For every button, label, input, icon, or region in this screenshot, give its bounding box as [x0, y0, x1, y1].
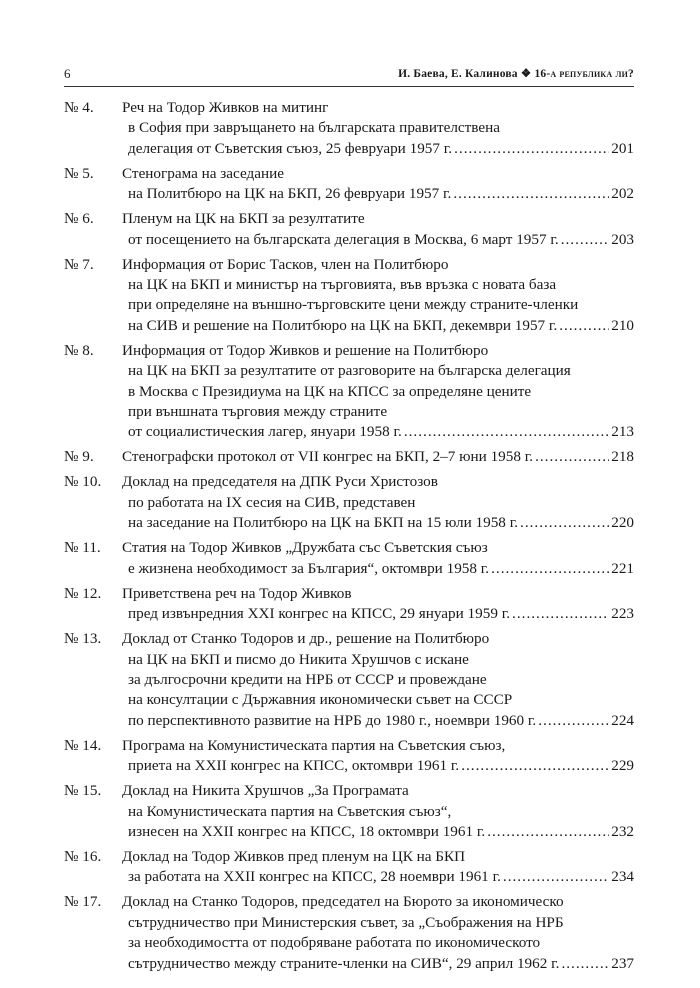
- dot-leader: [561, 230, 610, 250]
- running-head: [398, 66, 634, 80]
- toc-entry-title: [122, 341, 634, 443]
- toc-entry-page[interactable]: 221: [611, 559, 634, 577]
- toc-entry-line: в Москва с Президиума на ЦК на КПСС за определяне цените: [128, 382, 532, 400]
- toc-entry-line-text: на Политбюро на ЦК на БКП, 26 февруари 1957 г.: [128, 185, 452, 203]
- toc-entry-line: Доклад на Никита Хрушчов „За Програмата: [122, 782, 409, 800]
- toc-entry-number: № 10.: [64, 473, 102, 491]
- toc-entry-page[interactable]: 234: [611, 868, 634, 886]
- toc-entry-line: [122, 447, 634, 467]
- toc-entry-title: [122, 847, 634, 888]
- toc-entry-title: [122, 629, 634, 731]
- running-header: [64, 62, 634, 87]
- toc-entry-title: [122, 781, 634, 842]
- toc-entry-line: [122, 604, 634, 624]
- toc-entry-page[interactable]: 237: [611, 954, 634, 972]
- toc-entry-title: [122, 98, 634, 159]
- toc-entry-number: № 4.: [64, 99, 94, 116]
- toc-entry-line: на ЦК на БКП и писмо до Никита Хрушчов с искане: [128, 650, 469, 668]
- toc-entry-line: в София при завръщането на българската правителствена: [128, 119, 500, 137]
- toc-entry-number: № 14.: [64, 736, 102, 754]
- toc-entry-title: [122, 255, 634, 337]
- toc-entry[interactable]: [64, 892, 634, 974]
- toc-entry-page[interactable]: 224: [611, 711, 634, 729]
- toc-entry-line: [122, 422, 634, 442]
- toc-entry-line: на ЦК на БКП за резултатите от разговорите на българска делегация: [128, 362, 571, 380]
- toc-entry[interactable]: [64, 341, 634, 443]
- toc-entry-line: [122, 954, 634, 974]
- toc-entry-page[interactable]: 213: [611, 423, 634, 441]
- toc-entry-line: [122, 230, 634, 250]
- toc-entry[interactable]: [64, 209, 634, 250]
- toc-entry-title: [122, 892, 634, 974]
- toc-entry-number: № 6.: [64, 210, 94, 228]
- toc-entry[interactable]: [64, 255, 634, 337]
- toc-entry[interactable]: [64, 447, 634, 467]
- toc-entry-number: № 16.: [64, 847, 102, 865]
- toc-entry-line: на консултации с Държавния икономически съвет на СССР: [128, 691, 513, 709]
- toc-entry[interactable]: [64, 629, 634, 731]
- toc-entry-number: № 7.: [64, 255, 94, 273]
- toc-entry-number: № 12.: [64, 584, 102, 602]
- toc-entry-line: Програма на Комунистическата партия на Съветския съюз,: [122, 736, 506, 754]
- toc-entry-number: № 8.: [64, 341, 94, 359]
- toc-entry[interactable]: [64, 781, 634, 842]
- dot-leader: [461, 756, 609, 776]
- toc-entry-number: № 9.: [64, 448, 94, 466]
- toc-entry-line: [122, 867, 634, 887]
- toc-entry-line: сътрудничество при Министерския съвет, за „Съображения на НРБ: [128, 913, 564, 931]
- toc-entry-line: [122, 822, 634, 842]
- toc-entry-line: Доклад на Станко Тодоров, председател на Бюрото за икономическо: [122, 893, 564, 911]
- toc-entry-line-text: изнесен на XXII конгрес на КПСС, 18 октомври 1961 г.: [128, 822, 486, 840]
- toc-entry-page[interactable]: 218: [611, 448, 634, 466]
- page-number: 6: [64, 66, 71, 81]
- toc-entry[interactable]: [64, 584, 634, 625]
- toc-entry-page[interactable]: 203: [611, 230, 634, 248]
- toc-entry[interactable]: [64, 538, 634, 579]
- toc-entry-line: Доклад на председателя на ДПК Руси Христозов: [122, 473, 438, 491]
- toc-entry-line: по работата на IX сесия на СИВ, представен: [128, 493, 416, 511]
- toc-entry-line: [122, 184, 634, 204]
- running-head-authors: И. Баева, Е. Калинова: [398, 68, 518, 80]
- dot-leader: [535, 447, 609, 467]
- toc-entry-line-text: сътрудничество между страните-членки на СИВ“, 29 април 1962 г.: [128, 954, 560, 972]
- toc-entry-title: [122, 472, 634, 533]
- toc-entry[interactable]: [64, 164, 634, 205]
- toc-entry-line: Стенограма на заседание: [122, 164, 284, 182]
- toc-entry-line: на ЦК на БКП и министър на търговията, във връзка с новата база: [128, 276, 557, 294]
- toc-entry[interactable]: [64, 847, 634, 888]
- toc-entry-number: № 13.: [64, 630, 102, 648]
- toc-entry[interactable]: [64, 736, 634, 777]
- toc-entry-title: [122, 584, 634, 625]
- dot-leader: [503, 867, 609, 887]
- toc-entry-title: [122, 538, 634, 579]
- toc-entry-line-text: от посещението на българската делегация в Москва, 6 март 1957 г.: [128, 230, 559, 248]
- toc-entry-page[interactable]: 202: [611, 185, 634, 203]
- toc-entry-line-text: по перспективното развитие на НРБ до 1980 г., ноември 1960 г.: [128, 711, 537, 729]
- toc-entry-line-text: на заседание на Политбюро на ЦК на БКП на 15 юли 1958 г.: [128, 514, 519, 532]
- toc-entry-line: при външната търговия между страните: [128, 403, 388, 421]
- toc-entry-line: Доклад на Тодор Живков пред пленум на ЦК на БКП: [122, 847, 466, 865]
- toc-entry-page[interactable]: 223: [611, 605, 634, 623]
- toc-entry-number: № 5.: [64, 164, 94, 182]
- toc-entry-line: Реч на Тодор Живков на митинг: [122, 99, 329, 116]
- toc-entry-line: за необходимостта от подобряване работата по икономическото: [128, 934, 541, 952]
- toc-entry-line: [122, 139, 634, 159]
- toc-entry-line: [122, 559, 634, 579]
- toc-entry-page[interactable]: 220: [611, 514, 634, 532]
- toc-entry-page[interactable]: 229: [611, 757, 634, 775]
- running-head-separator-icon: ❖: [520, 68, 532, 80]
- dot-leader: [512, 604, 609, 624]
- toc-entry-number: № 11.: [64, 539, 101, 557]
- toc-entry-line-text: за работата на XXII конгрес на КПСС, 28 ноември 1961 г.: [128, 868, 501, 886]
- toc-entry-page[interactable]: 210: [611, 316, 634, 334]
- dot-leader: [491, 559, 609, 579]
- toc-entry-line-text: на СИВ и решение на Политбюро на ЦК на БКП, декември 1957 г.: [128, 316, 558, 334]
- toc-entry-line-text: е жизнена необходимост за България“, октомври 1958 г.: [128, 559, 490, 577]
- toc-entry-line-text: Стенографски протокол от VII конгрес на БКП, 2–7 юни 1958 г.: [122, 448, 534, 466]
- toc-entry-number: № 17.: [64, 893, 102, 911]
- toc-entry-line: Пленум на ЦК на БКП за резултатите: [122, 210, 365, 228]
- dot-leader: [520, 513, 609, 533]
- dot-leader: [404, 422, 609, 442]
- dot-leader: [538, 711, 609, 731]
- toc-entry-line-text: делегация от Съветския съюз, 25 февруари 1957 г.: [128, 139, 453, 157]
- toc-entry-page[interactable]: 201: [611, 139, 634, 157]
- toc-entry-line: [122, 756, 634, 776]
- toc-entry-number: № 15.: [64, 782, 102, 800]
- toc-entry-page[interactable]: 232: [611, 822, 634, 840]
- dot-leader: [454, 139, 609, 159]
- toc-entry-line: [122, 711, 634, 731]
- toc-entry[interactable]: [64, 472, 634, 533]
- dot-leader: [559, 316, 609, 336]
- toc-entry-line: [122, 316, 634, 336]
- toc-entry-line: на Комунистическата партия на Съветския съюз“,: [128, 802, 452, 820]
- toc-entry-line-text: пред извънредния XXI конгрес на КПСС, 29 януари 1959 г.: [128, 605, 511, 623]
- toc-entry-line: при определяне на външно-търговските цени между страните-членки: [128, 296, 579, 314]
- dot-leader: [487, 822, 609, 842]
- toc-entry[interactable]: [64, 98, 634, 159]
- toc-entry-line: Информация от Тодор Живков и решение на Политбюро: [122, 341, 489, 359]
- toc-entry-line: Приветствена реч на Тодор Живков: [122, 584, 352, 602]
- toc-entry-line: Статия на Тодор Живков „Дружбата със Съветския съюз: [122, 539, 488, 557]
- toc-entry-line: [122, 513, 634, 533]
- toc-entry-title: [122, 736, 634, 777]
- toc-entry-title: [122, 164, 634, 205]
- dot-leader: [453, 184, 609, 204]
- toc-entry-line: Доклад от Станко Тодоров и др., решение на Политбюро: [122, 630, 490, 648]
- toc-entry-line-text: приета на XXII конгрес на КПСС, октомври 1961 г.: [128, 757, 460, 775]
- toc-entry-line: за дългосрочни кредити на НРБ от СССР и провеждане: [128, 670, 487, 688]
- toc-entry-title: [122, 447, 634, 467]
- toc-entry-line: Информация от Борис Тасков, член на Политбюро: [122, 255, 449, 273]
- toc-entry-title: [122, 209, 634, 250]
- dot-leader: [561, 954, 609, 974]
- toc-entry-line-text: от социалистическия лагер, януари 1958 г.: [128, 423, 402, 441]
- running-head-title: 16-а република ли?: [534, 68, 634, 80]
- table-of-contents: [64, 98, 634, 979]
